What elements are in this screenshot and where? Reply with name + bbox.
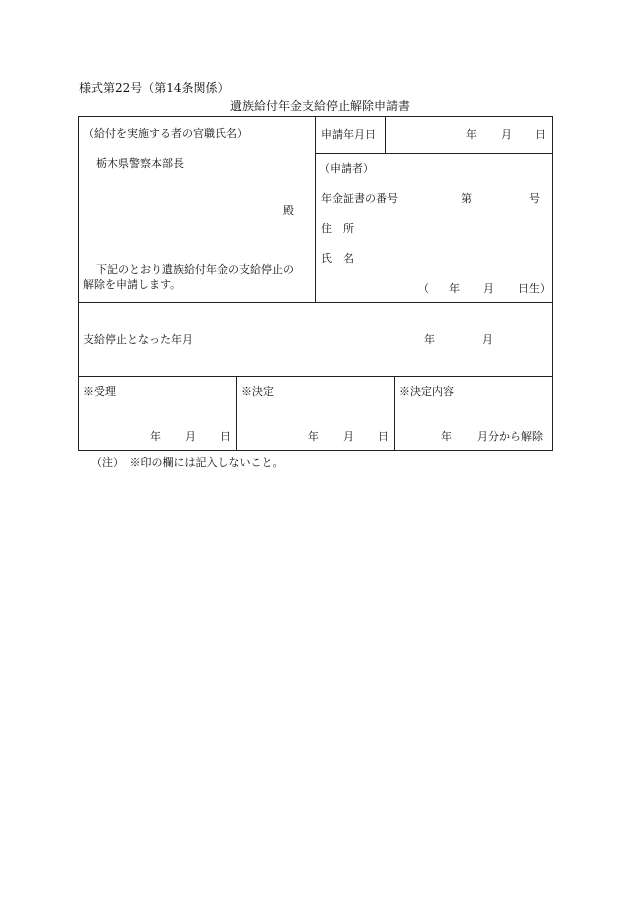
birth-open: （	[418, 282, 429, 295]
decision-content-label: ※決定内容	[399, 385, 454, 398]
receipt-month: 月	[185, 430, 196, 443]
honorific: 殿	[283, 204, 294, 217]
divider	[315, 116, 316, 302]
divider	[385, 116, 386, 154]
birth-year: 年	[449, 282, 460, 295]
statement-line-1: 下記のとおり遺族給付年金の支給停止の	[96, 263, 294, 276]
addressee-caption: （給付を実施する者の官職氏名）	[83, 127, 248, 140]
decision-month: 月	[343, 430, 354, 443]
certificate-go: 号	[529, 192, 540, 205]
divider	[236, 376, 237, 451]
certificate-label: 年金証書の番号	[321, 192, 398, 205]
applicant-caption: （申請者）	[319, 162, 374, 175]
application-date-label: 申請年月日	[321, 128, 376, 141]
application-day: 日	[535, 128, 546, 141]
decision-year: 年	[308, 430, 319, 443]
name-label: 氏 名	[321, 252, 354, 265]
divider	[394, 376, 395, 451]
application-year: 年	[466, 128, 477, 141]
decision-content-suffix: 月分から解除	[477, 430, 543, 443]
decision-content-year: 年	[441, 430, 452, 443]
divider	[315, 153, 553, 154]
form-number: 様式第22号（第14条関係）	[79, 81, 230, 95]
addressee-name: 栃木県警察本部長	[96, 157, 184, 170]
address-label: 住 所	[321, 222, 354, 235]
form-title: 遺族給付年金支給停止解除申請書	[230, 99, 411, 113]
statement-line-2: 解除を申請します。	[83, 278, 182, 291]
suspension-month: 月	[482, 333, 493, 346]
suspension-year: 年	[424, 333, 435, 346]
birth-day: 日生）	[518, 282, 551, 295]
suspension-label: 支給停止となった年月	[83, 333, 193, 346]
receipt-label: ※受理	[83, 385, 116, 398]
divider	[78, 376, 553, 377]
birth-month: 月	[483, 282, 494, 295]
footnote: （注） ※印の欄には記入しないこと。	[91, 456, 284, 469]
application-month: 月	[501, 128, 512, 141]
divider	[78, 302, 553, 303]
certificate-dai: 第	[461, 192, 472, 205]
receipt-year: 年	[150, 430, 161, 443]
decision-label: ※決定	[241, 385, 274, 398]
receipt-day: 日	[220, 430, 231, 443]
decision-day: 日	[378, 430, 389, 443]
